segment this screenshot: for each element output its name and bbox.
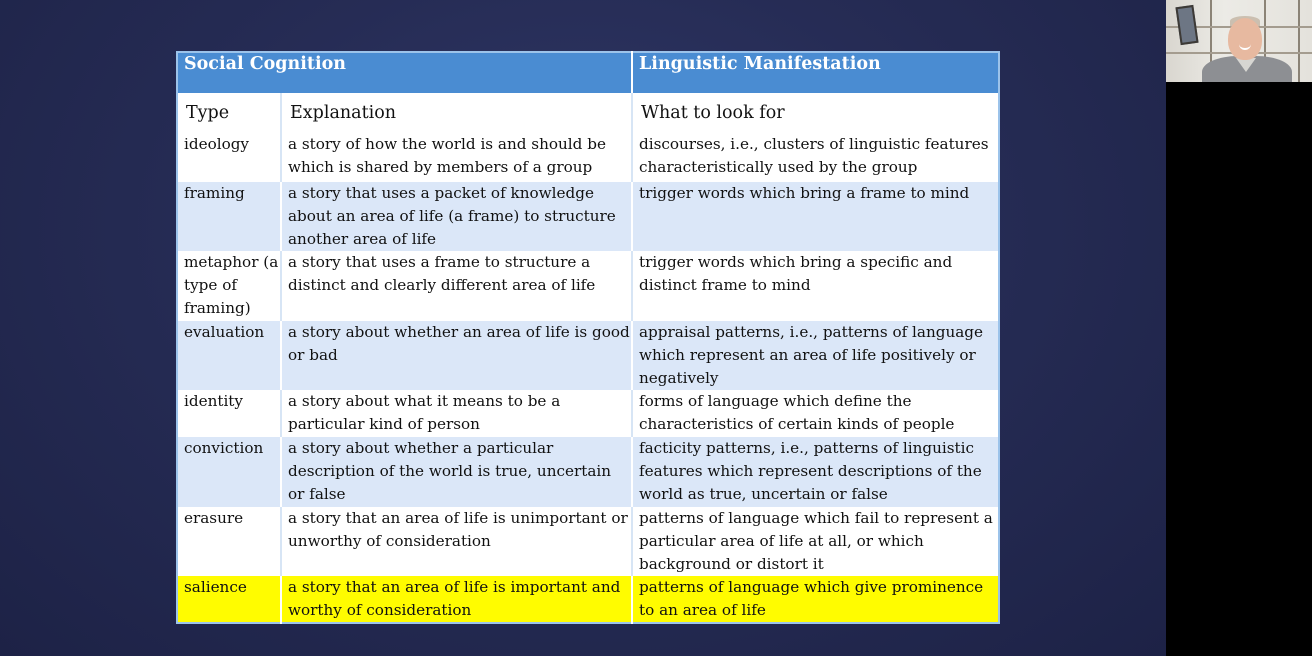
table-row-highlighted — [177, 576, 999, 623]
subheader-type: Type — [177, 93, 281, 133]
table-row — [177, 321, 999, 390]
table-row — [177, 437, 999, 507]
presenter-face — [1228, 18, 1262, 60]
wall-picture — [1175, 5, 1198, 45]
row-type: metaphor (a type of framing) — [177, 251, 281, 321]
row-look-for: forms of language which define the characteristics of certain kinds of people — [632, 390, 999, 437]
header-social-cognition: Social Cognition — [177, 52, 632, 93]
webcam-thumbnail[interactable] — [1166, 0, 1312, 82]
row-explanation: a story that uses a frame to structure a distinct and clearly different area of life — [281, 251, 632, 321]
table-header-row — [177, 52, 999, 93]
row-explanation: a story about whether an area of life is good or bad — [281, 321, 632, 390]
row-look-for: patterns of language which give prominence to an area of life — [632, 576, 999, 623]
header-linguistic-manifestation: Linguistic Manifestation — [632, 52, 999, 93]
row-explanation: a story about whether a particular description of the world is true, uncertain or false — [281, 437, 632, 507]
row-explanation: a story about what it means to be a particular kind of person — [281, 390, 632, 437]
row-type: salience — [177, 576, 281, 623]
row-look-for: discourses, i.e., clusters of linguistic features characteristically used by the group — [632, 133, 999, 182]
sidebar-black-area — [1166, 82, 1312, 656]
row-look-for: patterns of language which fail to represent a particular area of life at all, or which background or distort it — [632, 507, 999, 576]
subheader-what-to-look-for: What to look for — [632, 93, 999, 133]
row-look-for: appraisal patterns, i.e., patterns of language which represent an area of life positively or negatively — [632, 321, 999, 390]
table-subheader-row — [177, 93, 999, 133]
row-explanation: a story that an area of life is important and worthy of consideration — [281, 576, 632, 623]
table-row — [177, 182, 999, 251]
row-look-for: trigger words which bring a specific and distinct frame to mind — [632, 251, 999, 321]
row-type: framing — [177, 182, 281, 251]
row-explanation: a story that uses a packet of knowledge about an area of life (a frame) to structure another area of life — [281, 182, 632, 251]
row-look-for: facticity patterns, i.e., patterns of linguistic features which represent descriptions of the world as true, uncertain or false — [632, 437, 999, 507]
table-row — [177, 390, 999, 437]
row-type: erasure — [177, 507, 281, 576]
table-row — [177, 507, 999, 576]
subheader-explanation: Explanation — [281, 93, 632, 133]
row-type: evaluation — [177, 321, 281, 390]
social-cognition-table — [176, 51, 1000, 624]
row-explanation: a story of how the world is and should be which is shared by members of a group — [281, 133, 632, 182]
table-row — [177, 251, 999, 321]
row-type: ideology — [177, 133, 281, 182]
row-look-for: trigger words which bring a frame to mind — [632, 182, 999, 251]
table-row — [177, 133, 999, 182]
row-type: conviction — [177, 437, 281, 507]
row-explanation: a story that an area of life is unimportant or unworthy of consideration — [281, 507, 632, 576]
row-type: identity — [177, 390, 281, 437]
